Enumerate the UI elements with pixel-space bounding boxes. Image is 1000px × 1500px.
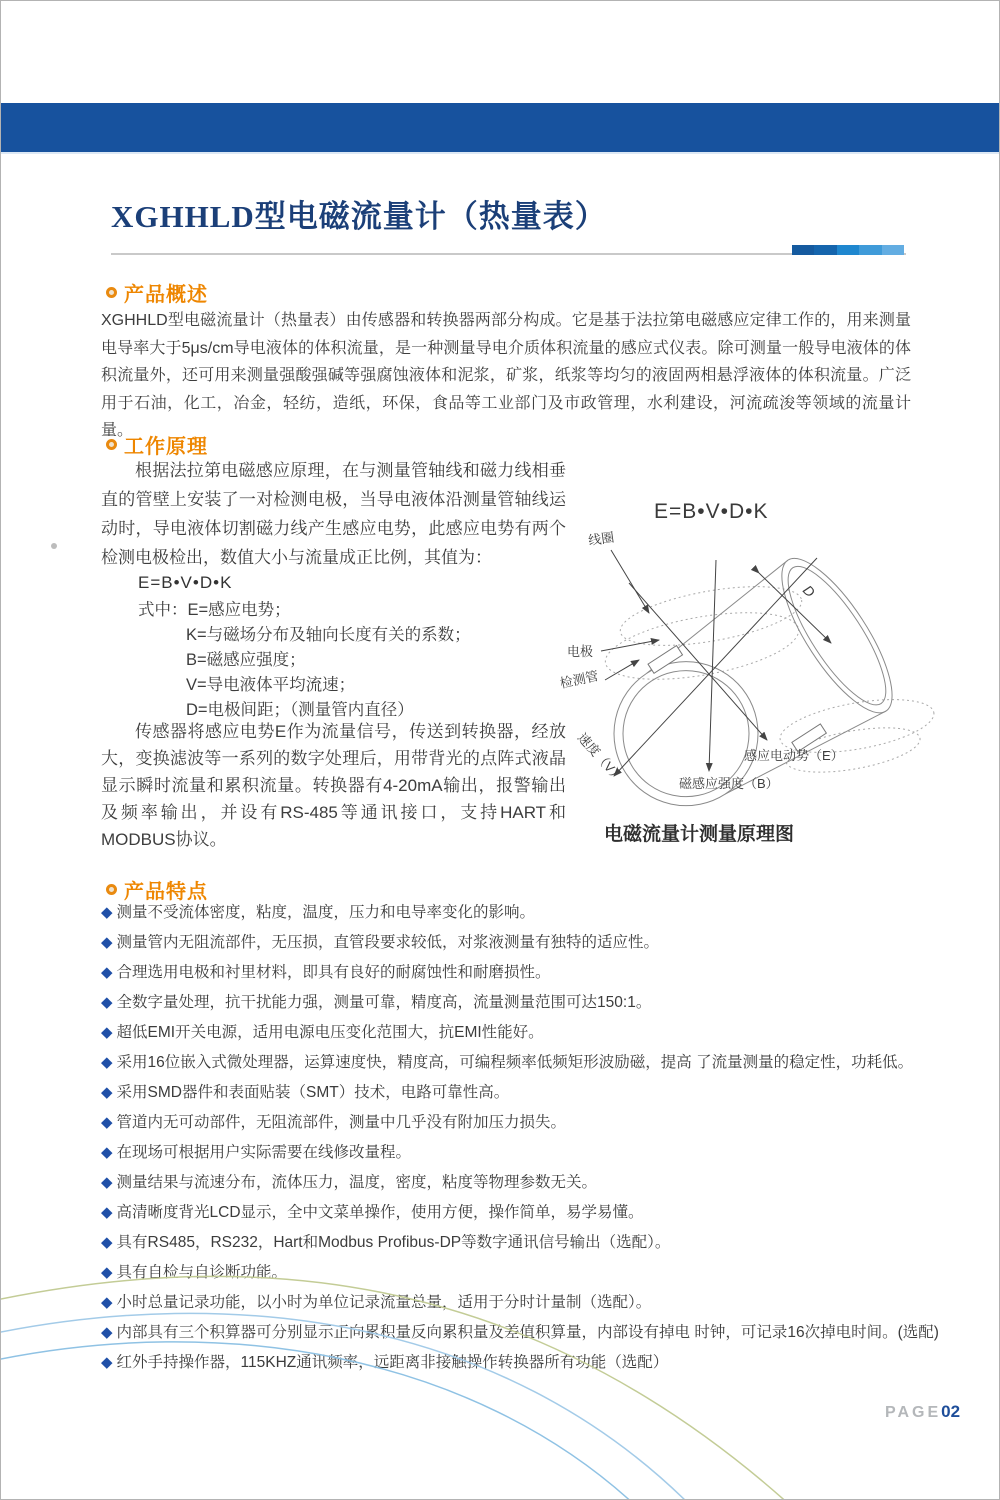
feature-item bbox=[101, 932, 989, 953]
feature-item bbox=[101, 992, 989, 1013]
decorative-dot bbox=[51, 543, 57, 549]
where-label: 式中： bbox=[138, 601, 188, 619]
diamond-bullet-icon: ◆ bbox=[101, 1054, 113, 1071]
feature-item bbox=[101, 1052, 989, 1073]
diamond-bullet-icon: ◆ bbox=[101, 1084, 113, 1101]
diamond-bullet-icon: ◆ bbox=[101, 1144, 113, 1161]
page-footer bbox=[885, 1402, 960, 1422]
feature-text: 高清晰度背光LCD显示，全中文菜单操作，使用方便，操作简单，易学易懂。 bbox=[116, 1204, 644, 1221]
feature-item bbox=[101, 1172, 989, 1193]
electrode-mark bbox=[648, 646, 683, 674]
diamond-bullet-icon: ◆ bbox=[101, 1174, 113, 1191]
velocity-label: 速度（V） bbox=[574, 729, 627, 786]
title-divider bbox=[111, 253, 906, 255]
diamond-bullet-icon: ◆ bbox=[101, 994, 113, 1011]
section-heading-label: 产品概述 bbox=[124, 284, 208, 306]
feature-item bbox=[101, 1262, 989, 1283]
measurement-principle-diagram bbox=[559, 488, 989, 813]
feature-text: 采用SMD器件和表面贴装（SMT）技术，电路可靠性高。 bbox=[116, 1084, 510, 1101]
feature-item bbox=[101, 1142, 989, 1163]
feature-item bbox=[101, 1112, 989, 1133]
section-heading-overview bbox=[106, 278, 208, 307]
formula-term: B=磁感应强度； bbox=[186, 651, 306, 669]
formula-definitions bbox=[138, 598, 471, 723]
section-heading-principle bbox=[106, 430, 208, 459]
feature-item bbox=[101, 1022, 989, 1043]
diamond-bullet-icon: ◆ bbox=[101, 1204, 113, 1221]
tube-label: 检测管 bbox=[559, 668, 600, 691]
feature-text: 在现场可根据用户实际需要在线修改量程。 bbox=[116, 1144, 412, 1161]
diamond-bullet-icon: ◆ bbox=[101, 1264, 113, 1281]
feature-text: 具有自检与自诊断功能。 bbox=[116, 1264, 288, 1281]
feature-text: 内部具有三个积算器可分别显示正向累积量反向累积量及差值积算量，内部设有掉电 时钟，可记录16次掉电时间。(选配) bbox=[116, 1324, 939, 1341]
section-heading-features bbox=[106, 875, 208, 904]
section-heading-label: 工作原理 bbox=[124, 436, 208, 458]
feature-text: 采用16位嵌入式微处理器，运算速度快，精度高，可编程频率低频矩形波励磁，提高 了流量测量的稳定性，功耗低。 bbox=[116, 1054, 914, 1071]
feature-item bbox=[101, 1082, 989, 1103]
title-gradient-accent bbox=[792, 245, 904, 255]
feature-text: 红外手持操作器，115KHZ通讯频率，远距离非接触操作转换器所有功能（选配） bbox=[116, 1354, 669, 1371]
footer-page-number: 02 bbox=[941, 1402, 961, 1421]
principle-outro-paragraph: 传感器将感应电势E作为流量信号，传送到转换器，经放大，变换滤波等一系列的数字处理后，用带背光的点阵式液晶显示瞬时流量和累积流量。转换器有4-20mA输出，报警输出及频率输出，并设有RS-485等通讯接口，支持HART和MODBUS协议。 bbox=[101, 722, 566, 849]
formula-term: V=导电液体平均流速； bbox=[186, 676, 356, 694]
feature-text: 合理选用电极和衬里材料，即具有良好的耐腐蚀性和耐磨损性。 bbox=[116, 964, 551, 981]
diamond-bullet-icon: ◆ bbox=[101, 1234, 113, 1251]
diamond-bullet-icon: ◆ bbox=[101, 1294, 113, 1311]
gradient-segment bbox=[814, 245, 836, 255]
feature-item bbox=[101, 1202, 989, 1223]
feature-text: 小时总量记录功能，以小时为单位记录流量总量，适用于分时计量制（选配）。 bbox=[116, 1294, 652, 1311]
measuring-tube-outline bbox=[574, 544, 912, 813]
feature-item bbox=[101, 1322, 989, 1343]
feature-item bbox=[101, 962, 989, 983]
electrode-label: 电极 bbox=[567, 644, 594, 659]
footer-page-label: PAGE bbox=[885, 1404, 942, 1421]
feature-item bbox=[101, 1352, 989, 1373]
formula-term: D=电极间距；（测量管内直径） bbox=[186, 701, 414, 719]
feature-item bbox=[101, 902, 989, 923]
emf-axis-arrow bbox=[629, 583, 767, 740]
feature-text: 具有RS485，RS232，Hart和Modbus Profibus-DP等数字通讯信号输出（选配）。 bbox=[116, 1234, 671, 1251]
feature-text: 测量不受流体密度，粘度，温度，压力和电导率变化的影响。 bbox=[116, 904, 536, 921]
ring-icon bbox=[106, 439, 117, 450]
diagram-formula: E=B•V•D•K bbox=[654, 500, 769, 523]
emf-label: 感应电动势（E） bbox=[744, 748, 844, 763]
page-title: XGHHLD型电磁流量计（热量表） bbox=[111, 199, 607, 234]
ring-icon bbox=[106, 287, 117, 298]
coil-pointer-arrow bbox=[611, 550, 649, 613]
diamond-bullet-icon: ◆ bbox=[101, 904, 113, 921]
feature-item bbox=[101, 1292, 989, 1313]
diamond-bullet-icon: ◆ bbox=[101, 1354, 113, 1371]
velocity-axis-arrow bbox=[614, 558, 817, 776]
diamond-bullet-icon: ◆ bbox=[101, 1114, 113, 1131]
gradient-segment bbox=[882, 245, 904, 255]
diagram-labels bbox=[559, 529, 844, 791]
diamond-bullet-icon: ◆ bbox=[101, 1024, 113, 1041]
principle-formula: E=B•V•D•K bbox=[138, 573, 233, 592]
ring-icon bbox=[106, 884, 117, 895]
electrode-pointer-arrow bbox=[601, 640, 659, 651]
features-list bbox=[101, 902, 989, 1382]
feature-text: 管道内无可动部件，无阻流部件，测量中几乎没有附加压力损失。 bbox=[116, 1114, 567, 1131]
feature-text: 全数字量处理，抗干扰能力强，测量可靠，精度高，流量测量范围可达150:1。 bbox=[116, 994, 652, 1011]
feature-text: 超低EMI开关电源，适用电源电压变化范围大，抗EMI性能好。 bbox=[116, 1024, 544, 1041]
flux-label: 磁感应强度（B） bbox=[679, 776, 779, 791]
gradient-segment bbox=[837, 245, 859, 255]
feature-item bbox=[101, 1232, 989, 1253]
section-heading-label: 产品特点 bbox=[124, 881, 208, 903]
diamond-bullet-icon: ◆ bbox=[101, 964, 113, 981]
diamond-bullet-icon: ◆ bbox=[101, 1324, 113, 1341]
diamond-bullet-icon: ◆ bbox=[101, 934, 113, 951]
gradient-segment bbox=[792, 245, 814, 255]
coil-label: 线圈 bbox=[587, 529, 616, 548]
formula-definition-row bbox=[138, 598, 471, 623]
feature-text: 测量结果与流速分布，流体压力，温度，密度，粘度等物理参数无关。 bbox=[116, 1174, 598, 1191]
diameter-label: D bbox=[799, 581, 819, 601]
overview-paragraph: XGHHLD型电磁流量计（热量表）由传感器和转换器两部分构成。它是基于法拉第电磁感应定律工作的，用来测量电导率大于5μs/cm导电液体的体积流量，是一种测量导电介质体积流量的感应式仪表。除可测量一般导电液体的体积流量外，还可用来测量强酸强碱等强腐蚀液体和泥浆，矿浆，纸浆等均匀的液固两相悬浮液体的体积流量。广泛用于石油，化工，冶金，轻纺，造纸，环保，食品等工业部门及市政管理，水利建设，河流疏浚等领域的流量计量。 bbox=[101, 312, 911, 439]
principle-intro-paragraph: 根据法拉第电磁感应原理，在与测量管轴线和磁力线相垂直的管壁上安装了一对检测电极，当导电液体沿测量管轴线运动时，导电液体切割磁力线产生感应电势，此感应电势有两个检测电极检出，数值大小与流量成正比例，其值为： bbox=[101, 461, 566, 567]
diagram-caption: 电磁流量计测量原理图 bbox=[603, 824, 794, 845]
gradient-segment bbox=[859, 245, 881, 255]
feature-text: 测量管内无阻流部件，无压损，直管段要求较低，对浆液测量有独特的适应性。 bbox=[116, 934, 660, 951]
header-blue-bar bbox=[1, 103, 999, 154]
formula-term: E=感应电势； bbox=[187, 601, 291, 619]
formula-term: K=与磁场分布及轴向长度有关的系数； bbox=[186, 626, 471, 644]
